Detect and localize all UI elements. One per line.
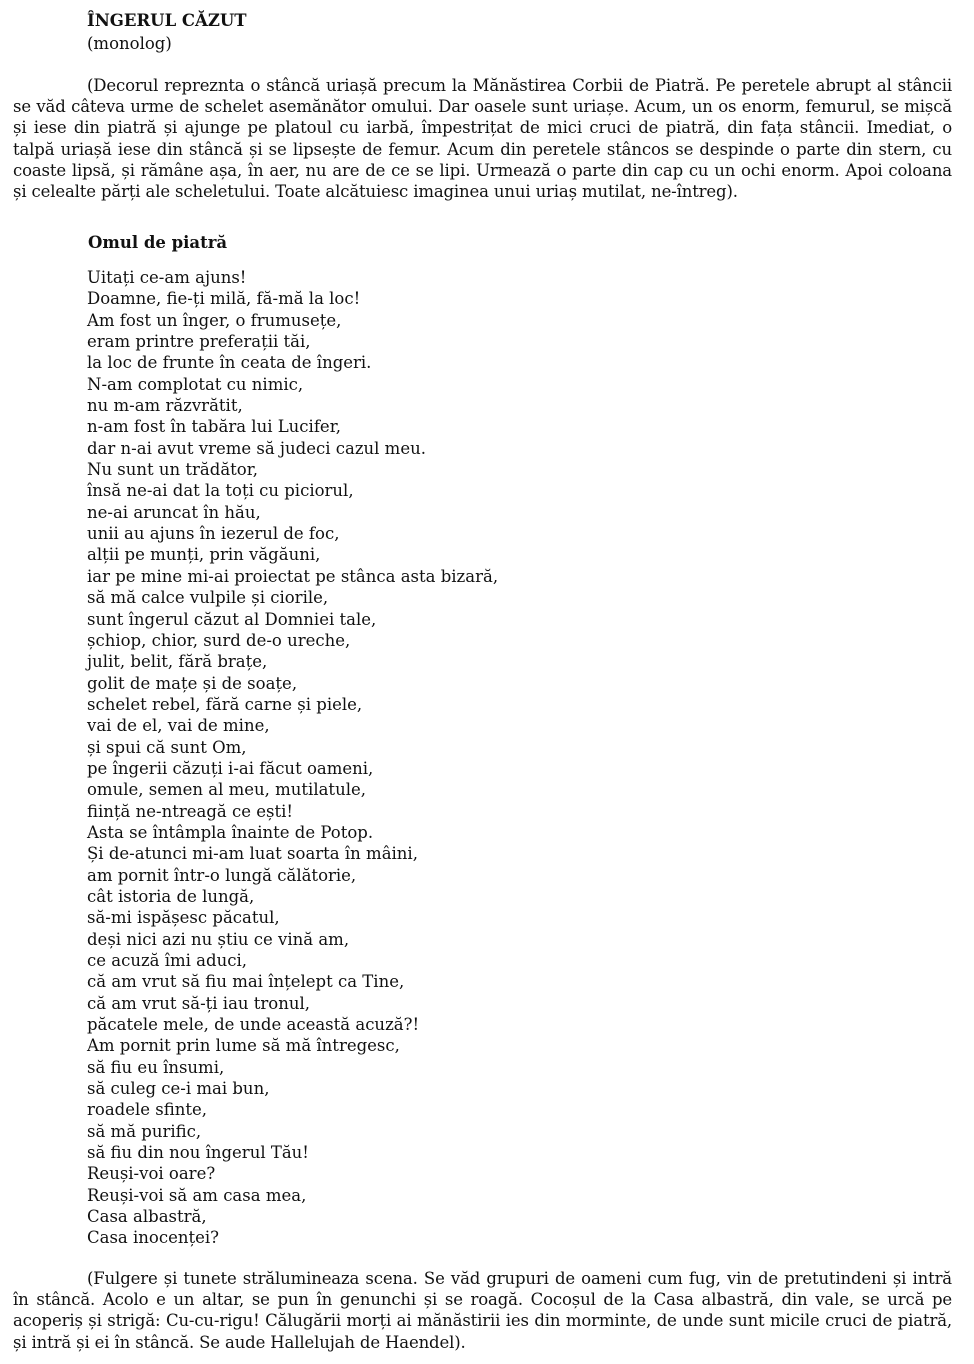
stage-direction-closing: (Fulgere și tunete strălumineaza scena. Se văd grupuri de oameni cum fug, vin de pretutindeni și intră în stâncă. Acolo e un altar, se pun în genunchi și se roagă. Cocoșul de la Casa albastră, din vale, se urcă pe acoperiș și strigă: Cu-cu-rigu! Călugării morți ai mănăstirii ies din morminte, de unde sunt micile cruci de piatră, și intră și ei în stâncă. Se aude Hallelujah de Haendel). <box>13 1269 952 1352</box>
verse-line: Și de-atunci mi-am luat soarta în mâini, <box>87 844 418 864</box>
verse-line: că am vrut să-ți iau tronul, <box>87 993 311 1013</box>
verse-line: Am pornit prin lume să mă întregesc, <box>87 1036 400 1056</box>
verse-line: Casa albastră, <box>87 1207 207 1227</box>
verse-line: pe îngerii căzuți i-ai făcut oameni, <box>87 758 374 778</box>
verse-line: șchiop, chior, surd de-o ureche, <box>87 630 351 650</box>
document-subtitle: (monolog) <box>87 34 172 53</box>
verse-line: Reuși-voi să am casa mea, <box>87 1185 307 1205</box>
stage-direction-opening: (Decorul repreznta o stâncă uriașă precum la Mănăstirea Corbii de Piatră. Pe peretele abrupt al stâncii se văd câteva urme de schelet asemănător omului. Dar oasele sunt uriașe. Acum, un os enorm, femurul, se mișcă și iese din piatră și ajunge pe platoul cu iarbă, împestrițat de mici cruci de piatră, din fața stâncii. Imediat, o talpă uriașă iese din stâncă și se lipsește de femur. Acum din peretele stâncos se despinde o parte din stern, cu coaste lipsă, și rămâne așa, în aer, nu are de ce se lipi. Urmează o parte din cap cu un ochi enorm. Apoi coloana și celealte părți ale scheletului. Toate alcătuiesc imaginea unui uriaș mutilat, ne-întreg). <box>13 76 952 202</box>
verse-line: Reuși-voi oare? <box>87 1164 216 1184</box>
verse-line: cât istoria de lungă, <box>87 886 255 906</box>
verse-line: să fiu eu însumi, <box>87 1057 225 1077</box>
speaker-name: Omul de piatră <box>88 233 228 252</box>
verse-line: am pornit într-o lungă călătorie, <box>87 865 357 885</box>
verse-line: să fiu din nou îngerul Tău! <box>87 1143 309 1163</box>
verse-line: golit de mațe și de soațe, <box>87 673 298 693</box>
verse-line: Casa inocenței? <box>87 1228 219 1248</box>
verse-line: omule, semen al meu, mutilatule, <box>87 780 366 800</box>
verse-line: că am vrut să fiu mai înțelept ca Tine, <box>87 972 405 992</box>
verse-line: n-am fost în tabăra lui Lucifer, <box>87 417 342 437</box>
verse-line: Asta se întâmpla înainte de Potop. <box>87 822 374 842</box>
verse-line: Nu sunt un trădător, <box>87 460 259 480</box>
verse-line: să-mi ispășesc păcatul, <box>87 908 280 928</box>
verse-line: nu m-am răzvrătit, <box>87 396 243 416</box>
verse-line: roadele sfinte, <box>87 1100 208 1120</box>
verse-line: schelet rebel, fără carne și piele, <box>87 694 363 714</box>
verse-line: deși nici azi nu știu ce vină am, <box>87 929 350 949</box>
verse-line: păcatele mele, de unde această acuză?! <box>87 1015 420 1035</box>
verse-line: însă ne-ai dat la toți cu piciorul, <box>87 481 354 501</box>
verse-line: ne-ai aruncat în hău, <box>87 502 261 522</box>
verse-line: Doamne, fie-ți milă, fă-mă la loc! <box>87 289 361 309</box>
verse-line: ființă ne-ntreagă ce ești! <box>87 801 294 821</box>
verse-line: ce acuză îmi aduci, <box>87 951 247 970</box>
verse-line: julit, belit, fără brațe, <box>87 652 268 672</box>
document-title: ÎNGERUL CĂZUT <box>87 11 247 30</box>
verse-line: unii au ajuns în iezerul de foc, <box>87 524 340 544</box>
verse-line: să mă calce vulpile și ciorile, <box>87 588 329 608</box>
verse-line: la loc de frunte în ceata de îngeri. <box>87 353 372 373</box>
monologue-verses <box>87 267 787 1249</box>
verse-line: să culeg ce-i mai bun, <box>87 1079 270 1099</box>
verse-line: sunt îngerul căzut al Domniei tale, <box>87 609 377 629</box>
verse-line: N-am complotat cu nimic, <box>87 374 304 394</box>
verse-line: vai de el, vai de mine, <box>87 716 270 736</box>
verse-line: și spui că sunt Om, <box>87 737 247 757</box>
verse-line: eram printre preferații tăi, <box>87 332 311 352</box>
verse-line: Uitați ce-am ajuns! <box>87 268 247 287</box>
verse-line: Am fost un înger, o frumusețe, <box>87 310 342 330</box>
verse-line: să mă purific, <box>87 1121 202 1141</box>
verse-line: alții pe munți, prin văgăuni, <box>87 545 321 565</box>
verse-line: dar n-ai avut vreme să judeci cazul meu. <box>87 438 426 458</box>
verse-line: iar pe mine mi-ai proiectat pe stânca asta bizară, <box>87 566 499 586</box>
